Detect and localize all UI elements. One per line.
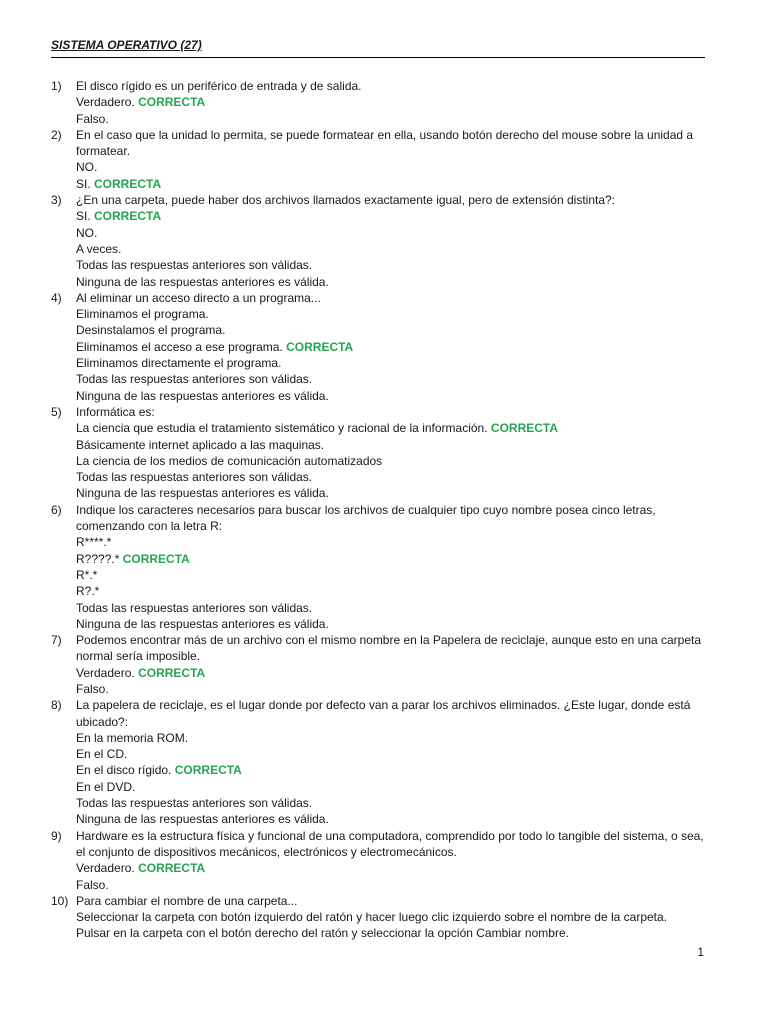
answer-option [76, 860, 711, 876]
answer-option-text: Falso. [76, 111, 109, 126]
answer-option-text: Verdadero. [76, 665, 135, 680]
question-10 [51, 893, 711, 942]
answer-option-text: Ninguna de las respuestas anteriores es válida. [76, 616, 329, 631]
answer-option [76, 909, 711, 925]
answer-option-text: Todas las respuestas anteriores son válidas. [76, 470, 313, 485]
question-text: Podemos encontrar más de un archivo con el mismo nombre en la Papelera de reciclaje, aunque esto en una carpeta normal sería imposible. [76, 633, 702, 664]
question-7 [51, 632, 711, 697]
answer-option [76, 420, 711, 436]
answer-option [76, 437, 711, 453]
answer-option [76, 795, 711, 811]
question-text: Informática es: [76, 404, 155, 419]
answer-option [76, 274, 711, 290]
question-text: Al eliminar un acceso directo a un programa... [76, 290, 321, 305]
answer-option-text: Todas las respuestas anteriores son válidas. [76, 796, 313, 811]
answer-option-text: SI. [76, 176, 91, 191]
answer-option-text: Ninguna de las respuestas anteriores es válida. [76, 812, 329, 827]
answer-option-text: Falso. [76, 681, 109, 696]
answer-option [76, 111, 711, 127]
answer-option-text: R?.* [76, 584, 100, 599]
answer-option [76, 811, 711, 827]
answer-option [76, 779, 711, 795]
answer-option-text: En el CD. [76, 747, 128, 762]
answer-option [76, 241, 711, 257]
answer-option [76, 746, 711, 762]
question-text: Indique los caracteres necesarios para buscar los archivos de cualquier tipo cuyo nombre posea cinco letras, comenzando con la letra R: [76, 502, 656, 534]
answer-option [76, 355, 711, 371]
answer-option-text: Falso. [76, 877, 109, 892]
answer-option [76, 208, 711, 224]
answer-option [76, 551, 711, 567]
question-4 [51, 290, 711, 404]
answer-option-text: La ciencia que estudia el tratamiento sistemático y racional de la información. [76, 421, 488, 436]
answer-option-text: Ninguna de las respuestas anteriores es válida. [76, 274, 329, 289]
question-5 [51, 404, 711, 502]
answer-option [76, 925, 711, 941]
answer-option-text: Eliminamos directamente el programa. [76, 356, 282, 371]
answer-option-text: En la memoria ROM. [76, 730, 189, 745]
correct-answer-marker: CORRECTA [122, 551, 190, 566]
page-number: 1 [697, 945, 704, 959]
answer-option-text: Ninguna de las respuestas anteriores es válida. [76, 486, 329, 501]
answer-option-text: La ciencia de los medios de comunicación automatizados [76, 453, 383, 468]
answer-option-text: En el disco rígido. [76, 763, 172, 778]
answer-option-text: NO. [76, 160, 98, 175]
answer-option [76, 371, 711, 387]
question-text: Para cambiar el nombre de una carpeta... [76, 893, 298, 908]
correct-answer-marker: CORRECTA [138, 665, 206, 680]
answer-option-text: En el DVD. [76, 779, 136, 794]
answer-option [76, 339, 711, 355]
answer-option-text: Verdadero. [76, 95, 135, 110]
question-number: 6) [51, 502, 62, 517]
answer-option-text: A veces. [76, 241, 122, 256]
answer-option-text: Desinstalamos el programa. [76, 323, 226, 338]
answer-option [76, 567, 711, 583]
answer-option-text: Seleccionar la carpeta con botón izquierdo del ratón y hacer luego clic izquierdo sobre el nombre de la carpeta. [76, 910, 668, 925]
question-text: En el caso que la unidad lo permita, se puede formatear en ella, usando botón derecho del mouse sobre la unidad a formatear. [76, 127, 694, 159]
answer-option-text: Todas las respuestas anteriores son válidas. [76, 258, 313, 273]
question-number: 1) [51, 79, 62, 93]
question-8 [51, 697, 711, 827]
answer-option-text: Básicamente internet aplicado a las maquinas. [76, 437, 325, 452]
answer-option [76, 616, 711, 632]
answer-option-text: Verdadero. [76, 861, 135, 876]
answer-option-text: R****.* [76, 535, 112, 550]
question-3 [51, 192, 711, 290]
answer-option-text: R????.* [76, 551, 120, 566]
correct-answer-marker: CORRECTA [94, 176, 162, 191]
answer-option-text: Eliminamos el acceso a ese programa. [76, 339, 283, 354]
answer-option [76, 94, 711, 110]
answer-option [76, 159, 711, 175]
answer-option-text: Ninguna de las respuestas anteriores es válida. [76, 388, 329, 403]
question-number: 9) [51, 828, 62, 843]
correct-answer-marker: CORRECTA [138, 861, 206, 876]
question-text: La papelera de reciclaje, es el lugar donde por defecto van a parar los archivos eliminados. ¿Este lugar, donde está ubicado?: [76, 698, 691, 729]
correct-answer-marker: CORRECTA [286, 339, 354, 354]
answer-option [76, 257, 711, 273]
title-divider [51, 57, 705, 58]
correct-answer-marker: CORRECTA [138, 95, 206, 110]
answer-option-text: Todas las respuestas anteriores son válidas. [76, 600, 313, 615]
answer-option [76, 762, 711, 778]
question-number: 8) [51, 698, 62, 713]
correct-answer-marker: CORRECTA [174, 763, 242, 778]
answer-option [76, 583, 711, 599]
answer-option [76, 225, 711, 241]
answer-option-text: Pulsar en la carpeta con el botón derecho del ratón y seleccionar la opción Cambiar nombre. [76, 926, 569, 941]
answer-option [76, 388, 711, 404]
question-2 [51, 127, 711, 192]
question-6 [51, 502, 711, 632]
question-number: 7) [51, 633, 62, 648]
question-text: Hardware es la estructura física y funcional de una computadora, comprendido por todo lo tangible del sistema, o sea, el conjunto de dispositivos mecánicos, electrónicos y electromecánicos. [76, 828, 704, 859]
answer-option [76, 322, 711, 338]
question-text: El disco rígido es un periférico de entrada y de salida. [76, 79, 362, 93]
question-number: 2) [51, 127, 62, 142]
page-title: SISTEMA OPERATIVO (27) [51, 38, 202, 52]
correct-answer-marker: CORRECTA [94, 209, 162, 224]
answer-option [76, 485, 711, 501]
question-number: 4) [51, 290, 62, 305]
answer-option [76, 600, 711, 616]
question-number: 10) [51, 893, 69, 908]
question-list [51, 78, 711, 942]
answer-option [76, 877, 711, 893]
answer-option [76, 681, 711, 697]
answer-option [76, 176, 711, 192]
question-9 [51, 828, 711, 893]
answer-option [76, 665, 711, 681]
answer-option [76, 469, 711, 485]
answer-option-text: SI. [76, 209, 91, 224]
answer-option [76, 453, 711, 469]
question-number: 5) [51, 404, 62, 419]
correct-answer-marker: CORRECTA [490, 421, 559, 436]
question-1 [51, 78, 711, 127]
answer-option [76, 534, 711, 550]
question-number: 3) [51, 193, 62, 208]
answer-option-text: Eliminamos el programa. [76, 307, 209, 322]
answer-option [76, 730, 711, 746]
answer-option-text: R*.* [76, 567, 98, 582]
answer-option [76, 306, 711, 322]
question-text: ¿En una carpeta, puede haber dos archivos llamados exactamente igual, pero de extensión distinta?: [76, 193, 616, 208]
answer-option-text: Todas las respuestas anteriores son válidas. [76, 372, 313, 387]
answer-option-text: NO. [76, 225, 98, 240]
